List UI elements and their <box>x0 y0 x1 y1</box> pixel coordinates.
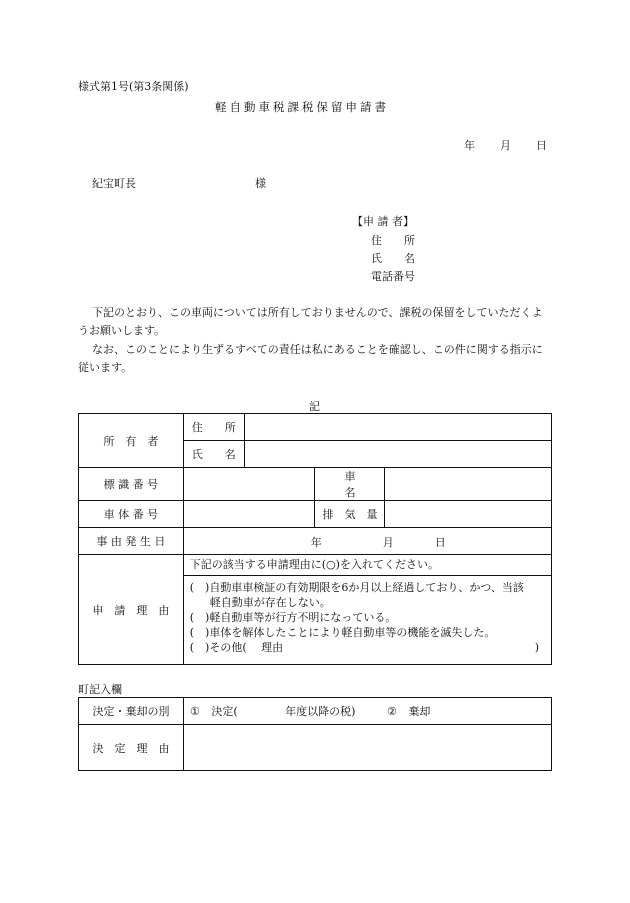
body-paragraph-1: 下記のとおり、この車両については所有しておりませんので、課税の保留をしていただくようお願いします。 <box>78 306 543 337</box>
date-year: 年 <box>464 139 475 152</box>
event-date-field[interactable] <box>183 528 551 555</box>
addressee-name: 紀宝町長 <box>92 177 136 190</box>
reason-option-2[interactable]: ( )軽自動車等が行方不明になっている。 <box>189 611 397 624</box>
plate-number-label: 標 識 番 号 <box>79 468 184 501</box>
ki-heading: 記 <box>309 400 320 413</box>
event-year: 年 <box>310 536 322 549</box>
car-name-label: 車 名 <box>315 468 385 501</box>
vehicle-table <box>78 413 552 665</box>
event-month: 月 <box>382 536 394 549</box>
reason-label: 申 請 理 由 <box>79 555 184 665</box>
date-month: 月 <box>500 139 511 152</box>
body-number-field[interactable] <box>183 501 315 528</box>
body-paragraph-2: なお、このことにより生ずるすべての責任は私にあることを確認し、この件に関する指示に従います。 <box>78 343 543 374</box>
reason-option-1-cont: 軽自動車が存在しない。 <box>209 596 331 609</box>
displacement-field[interactable] <box>385 501 552 528</box>
owner-label: 所 有 者 <box>79 414 184 468</box>
applicant-phone-label: 電話番号 <box>371 270 415 283</box>
option-2-number: ② <box>386 705 397 718</box>
applicant-header: 【申 請 者】 <box>352 215 414 228</box>
car-name-field[interactable] <box>385 468 552 501</box>
owner-name-label: 氏 名 <box>183 441 244 468</box>
reason-option-1[interactable]: ( )自動車車検証の有効期限を6か月以上経過しており、かつ、当該 <box>189 581 524 594</box>
addressee-honorific: 様 <box>255 177 266 190</box>
town-section-heading: 町記入欄 <box>78 683 122 696</box>
reason-option-3[interactable]: ( )車体を解体したことにより軽自動車等の機能を滅失した。 <box>189 626 496 639</box>
form-number: 様式第1号(第3条関係) <box>78 80 189 93</box>
owner-address-field[interactable] <box>244 414 551 441</box>
reason-cell <box>183 555 551 665</box>
body-number-label: 車 体 番 号 <box>79 501 184 528</box>
decision-label: 決定・棄却の別 <box>79 698 184 725</box>
decision-reason-field[interactable] <box>184 725 552 771</box>
reason-option-4[interactable]: ( )その他( 理由 <box>189 641 284 654</box>
option-1-decision[interactable]: 決定( <box>211 705 238 718</box>
applicant-name-label: 氏 名 <box>371 252 415 265</box>
date-day: 日 <box>536 139 547 152</box>
page-title: 軽自動車税課税保留申請書 <box>215 100 389 114</box>
event-day: 日 <box>434 536 446 549</box>
option-1-decision-tail: 年度以降の税) <box>285 705 356 718</box>
displacement-label: 排 気 量 <box>315 501 385 528</box>
plate-number-field[interactable] <box>183 468 315 501</box>
option-1-number: ① <box>190 705 200 718</box>
owner-name-field[interactable] <box>244 441 551 468</box>
decision-options <box>184 698 552 725</box>
owner-address-label: 住 所 <box>183 414 244 441</box>
reason-instruction: 下記の該当する申請理由に(○)を入れてください。 <box>184 555 551 576</box>
applicant-address-label: 住 所 <box>371 234 415 247</box>
decision-reason-label: 決 定 理 由 <box>79 725 184 771</box>
town-table <box>78 697 552 771</box>
reason-option-4-close: ) <box>534 641 539 654</box>
option-2-reject[interactable]: 棄却 <box>408 705 431 718</box>
event-date-label: 事 由 発 生 日 <box>79 528 184 555</box>
